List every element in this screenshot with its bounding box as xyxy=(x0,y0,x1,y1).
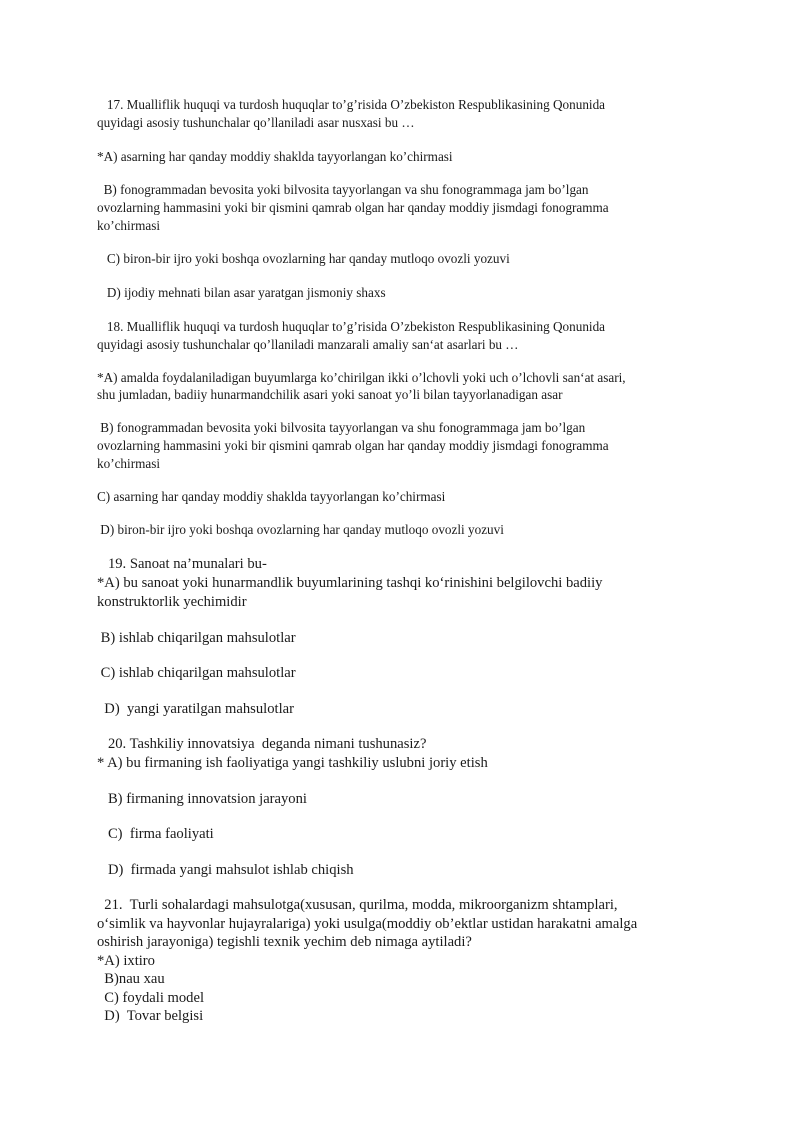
q20-option-b: B) firmaning innovatsion jarayoni xyxy=(97,791,307,807)
q17-option-b-line-2: ovozlarning hammasini yoki bir qismini qamrab olgan har qanday moddiy jismdagi fonogramma xyxy=(97,200,609,215)
q19-option-c: C) ishlab chiqarilgan mahsulotlar xyxy=(97,665,296,681)
q18-option-a-line-2: shu jumladan, badiiy hunarmandchilik asari yoki sanoat yo’li bilan tayyorlanadigan asar xyxy=(97,387,563,402)
q21-option-b: B)nau xau xyxy=(97,971,165,987)
q17-option-b-line-1: B) fonogrammadan bevosita yoki bilvosita tayyorlangan va shu fonogrammaga jam bo’lgan xyxy=(97,182,589,197)
q18-option-d: D) biron-bir ijro yoki boshqa ovozlarning har qanday mutloqo ovozli yozuvi xyxy=(97,522,504,537)
question-17-line-2: quyidagi asosiy tushunchalar qo’llaniladi asar nusxasi bu … xyxy=(97,115,415,130)
q19-option-d: D) yangi yaratilgan mahsulotlar xyxy=(97,701,294,717)
q21-option-a: *A) ixtiro xyxy=(97,953,155,969)
q21-option-c: C) foydali model xyxy=(97,990,205,1006)
q17-option-b-line-3: ko’chirmasi xyxy=(97,218,160,233)
q18-option-b-line-3: ko’chirmasi xyxy=(97,456,160,471)
q20-option-d: D) firmada yangi mahsulot ishlab chiqish xyxy=(97,862,354,878)
question-17-line-1: 17. Mualliflik huquqi va turdosh huquqlar to’g’risida O’zbekiston Respublikasining Qonunida xyxy=(97,97,606,112)
question-21-line-1: 21. Turli sohalardagi mahsulotga(xususan, qurilma, modda, mikroorganizm shtamplari, xyxy=(97,897,618,913)
question-20: 20. Tashkiliy innovatsiya deganda nimani tushunasiz? xyxy=(97,736,427,752)
question-18-line-1: 18. Mualliflik huquqi va turdosh huquqlar to’g’risida O’zbekiston Respublikasining Qonunida xyxy=(97,319,606,334)
q19-option-a-line-2: konstruktorlik yechimidir xyxy=(97,594,247,610)
q18-option-a-line-1: *A) amalda foydalaniladigan buyumlarga ko’chirilgan ikki o’lchovli yoki uch o’lchovli san‘at asari, xyxy=(97,370,626,385)
question-19: 19. Sanoat na’munalari bu- xyxy=(97,556,267,572)
q18-option-c: C) asarning har qanday moddiy shaklda tayyorlangan ko’chirmasi xyxy=(97,489,446,504)
q17-option-d: D) ijodiy mehnati bilan asar yaratgan jismoniy shaxs xyxy=(97,285,386,300)
q17-option-c: C) biron-bir ijro yoki boshqa ovozlarning har qanday mutloqo ovozli yozuvi xyxy=(97,251,510,266)
q21-option-d: D) Tovar belgisi xyxy=(97,1008,204,1024)
question-18-line-2: quyidagi asosiy tushunchalar qo’llaniladi manzarali amaliy san‘at asarlari bu … xyxy=(97,337,519,352)
question-21-line-3: oshirish jarayoniga) tegishli texnik yechim deb nimaga aytiladi? xyxy=(97,934,472,950)
q18-option-b-line-1: B) fonogrammadan bevosita yoki bilvosita tayyorlangan va shu fonogrammaga jam bo’lgan xyxy=(97,420,586,435)
q19-option-a-line-1: *A) bu sanoat yoki hunarmandlik buyumlarining tashqi ko‘rinishini belgilovchi badiiy xyxy=(97,575,603,591)
q20-option-a: * A) bu firmaning ish faoliyatiga yangi tashkiliy uslubni joriy etish xyxy=(97,755,488,771)
q17-option-a: *A) asarning har qanday moddiy shaklda tayyorlangan ko’chirmasi xyxy=(97,149,453,164)
q20-option-c: C) firma faoliyati xyxy=(97,826,214,842)
question-21-line-2: o‘simlik va hayvonlar hujayralariga) yoki usulga(moddiy ob’ektlar ustidan harakatni amalga xyxy=(97,916,638,932)
q19-option-b: B) ishlab chiqarilgan mahsulotlar xyxy=(97,630,296,646)
q18-option-b-line-2: ovozlarning hammasini yoki bir qismini qamrab olgan har qanday moddiy jismdagi fonogramma xyxy=(97,438,609,453)
